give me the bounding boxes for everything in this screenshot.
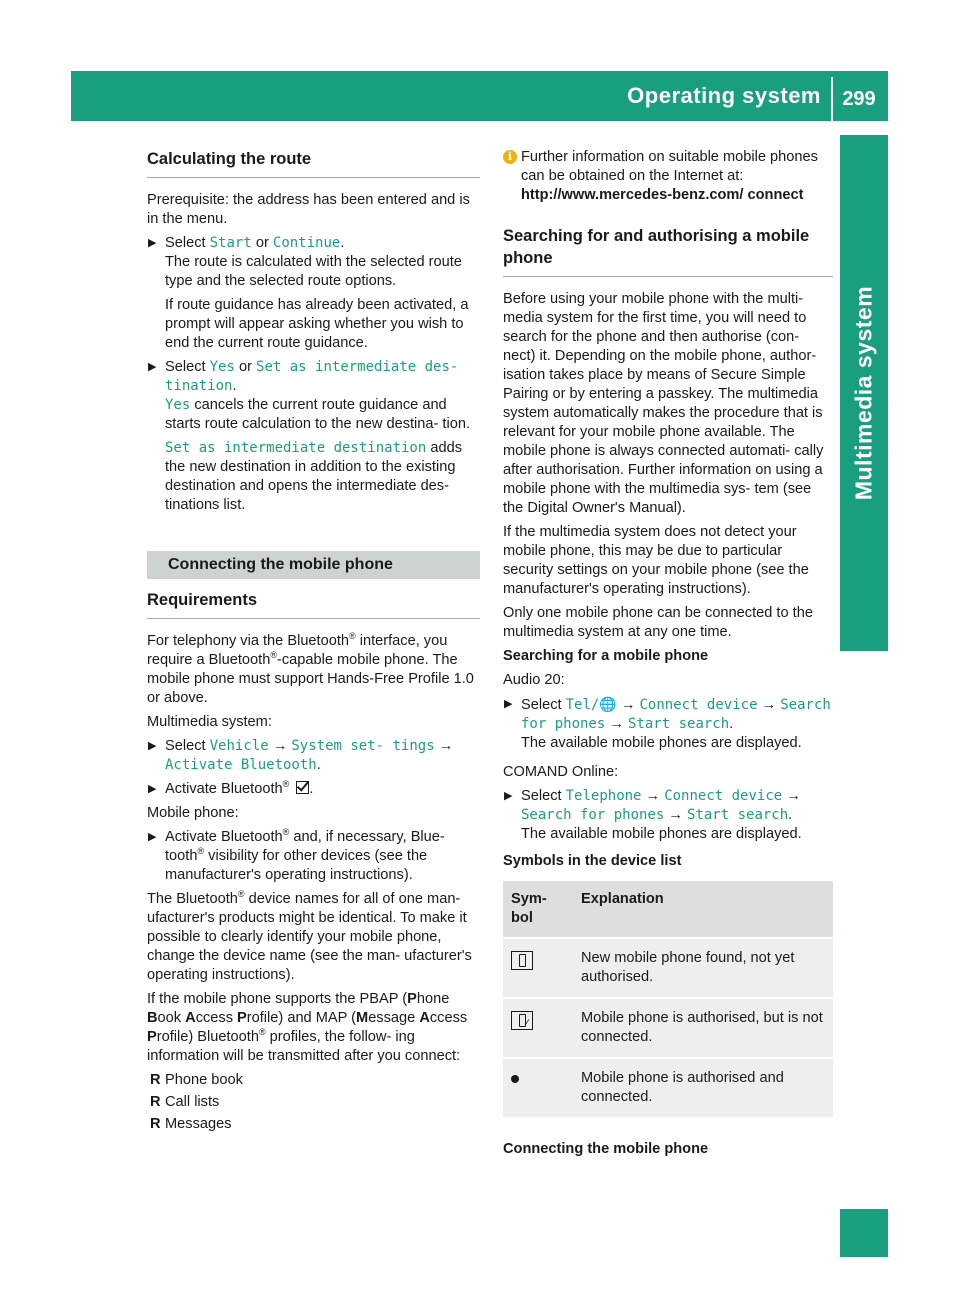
info-text: Further information on suitable mobile phones can be obtained on the Internet at: [521,149,818,184]
search-subheading: Searching for a mobile phone [503,648,709,664]
text: hone [416,991,450,1007]
registered-mark: ® [258,1027,266,1038]
text-bold: B [147,1010,158,1026]
text-bold: A [185,1010,196,1026]
calc-prereq: Prerequisite: the address has been entered and is in the menu. [147,192,470,227]
step-result: The available mobile phones are displayed. [521,735,802,751]
bt-step-2 [147,780,480,799]
step-text: or [238,359,252,375]
menu-item-connect-device: Connect device [664,788,783,804]
header-divider [831,77,833,121]
left-column [147,148,480,1137]
req-paragraph-1 [147,632,480,708]
bullet-icon: R [150,1072,161,1088]
bullet-icon: R [150,1094,161,1110]
registered-mark: ® [197,846,205,857]
right-column [503,148,833,1164]
calc-step-2-note [147,439,480,515]
calc-step-1-note: If route guidance has already been activated, a prompt will appear asking whether you wish to end the current route guidance. [165,297,469,351]
search-paragraph-1: Before using your mobile phone with the multi‐ media system for the first time, you will need to search for the phone and then authorise (con‐ nect) it. Depending on the mobile phone, author‐ isation takes place by means of Secure Simple Pairing or by entering a passkey. The multimedia system automatically makes the procedure that is relevant for your mobile phone available. The mobile phone is always connected automati‐ cally after authorisation. Further information on using a mobile phone with the multimedia sys‐ tem (see the Digital Owner's Manual). [503,291,824,516]
menu-item-start-search: Start search [687,807,789,823]
text-bold: M [356,1010,369,1026]
step-result: cancels the current route guidance and starts route calculation to the new destina‐ tion. [165,397,471,432]
side-tab-label: Multimedia system [850,285,877,501]
step-arrow-icon: ▶ [504,698,513,710]
table-row [503,938,833,998]
menu-item-system-settings: System set‐ tings [291,738,435,754]
text-bold: P [237,1010,247,1026]
menu-item-vehicle: Vehicle [209,738,269,754]
arrow-right-icon: → [761,697,777,713]
multimedia-label: Multimedia system: [147,714,272,730]
table-header-symbol: Sym‐ bol [503,881,573,938]
table-cell-symbol [503,938,573,998]
section-title-connecting: Connecting the mobile phone [147,551,480,579]
arrow-right-icon: → [620,697,636,713]
search-heading: Searching for and authorising a mobile phone [503,227,810,267]
step-text: Activate Bluetooth [165,829,283,845]
req-paragraph-2 [147,890,480,985]
table-cell-symbol [503,998,573,1058]
table-header-explanation: Explanation [573,881,833,938]
info-icon: i [503,150,517,164]
step-text: Select [521,697,562,713]
page-number: 299 [842,88,876,110]
step-text: Select [521,788,562,804]
menu-item-activate-bluetooth: Activate Bluetooth [165,757,317,773]
registered-mark: ® [349,631,356,642]
req-paragraph-3 [147,990,480,1066]
search-heading-rule [503,225,833,277]
connected-dot-icon [511,1075,519,1083]
symbols-table [503,881,833,1117]
arrow-right-icon: → [272,738,288,754]
table-row [503,1058,833,1117]
arrow-right-icon: → [645,788,661,804]
step-text: visibility for other devices (see the manufacturer's operating instructions). [165,848,428,883]
calc-heading: Calculating the route [147,150,312,168]
list-item-text: Call lists [165,1094,220,1110]
text: device names for all of one man‐ ufacturer's products might be identical. To make it possible to clearly identify your mobile phone, change the device name (see the man‐ ufacturer's operating instructions). [147,891,472,983]
menu-item-set-intermediate: Set as intermediate des‐ tination [165,359,459,394]
step-text: . [729,716,734,732]
step-text: or [255,235,269,251]
registered-mark: ® [270,650,277,661]
phone-authorised-icon: ✓ [511,1011,533,1030]
menu-item-set-intermediate: Set as intermediate destination [165,440,427,456]
search-paragraph-2: If the multimedia system does not detect your mobile phone, this may be due to particular security settings on your mobile phone (see the manufacturer's operating instructions). [503,524,809,597]
step-result: The route is calculated with the selected route type and the selected route options. [165,254,462,289]
text: If the mobile phone supports the PBAP ( [147,991,408,1007]
comand-step [503,787,833,844]
menu-item-search-phones: Search for phones [521,697,831,732]
text-bold: P [407,991,417,1007]
step-text: Select [165,235,206,251]
step-text: . [340,235,345,251]
text: essage [368,1010,420,1026]
calc-heading-rule [147,148,480,178]
step-arrow-icon: ▶ [148,831,157,843]
arrow-right-icon: → [438,738,454,754]
requirements-heading: Requirements [147,591,258,609]
symbols-heading: Symbols in the device list [503,853,682,869]
text: ook [157,1010,186,1026]
text: The Bluetooth [147,891,238,907]
menu-item-yes: Yes [165,397,191,413]
text: ccess [429,1010,468,1026]
step-arrow-icon: ▶ [148,237,157,249]
header-title: Operating system [627,83,821,108]
text-bold: A [419,1010,430,1026]
menu-item-search-phones: Search for phones [521,807,665,823]
calc-step-2 [147,358,480,434]
list-item [147,1093,480,1112]
step-result: The available mobile phones are displayed. [521,826,802,842]
registered-mark: ® [237,889,245,900]
text: profiles, the follow‐ ing information will be transmitted after you connect: [147,1029,461,1064]
registered-mark: ® [282,779,290,790]
text: interface, you require a Bluetooth [147,633,448,668]
connect-heading: Connecting the mobile phone [503,1141,709,1157]
table-cell-explanation: Mobile phone is authorised and connected. [573,1058,833,1117]
arrow-right-icon: → [786,788,801,804]
step-arrow-icon: ▶ [504,790,513,802]
text: For telephony via the Bluetooth [147,633,350,649]
calc-step-1 [147,234,480,291]
table-cell-explanation: Mobile phone is authorised, but is not connected. [573,998,833,1058]
audio-step [503,695,833,753]
menu-item-start-search: Start search [628,716,730,732]
registered-mark: ® [282,827,290,838]
phone-new-icon [511,951,533,970]
text: -capable mobile phone. The mobile phone must support Hands-Free Profile 1.0 or above. [147,652,474,706]
table-cell-explanation: New mobile phone found, not yet authorised. [573,938,833,998]
text: rofile) Bluetooth [156,1029,259,1045]
bt-step-1 [147,737,480,775]
menu-item-tel: Tel/ [565,697,600,713]
list-item [147,1071,480,1090]
step-text: . [309,781,314,797]
list-item-text: Messages [165,1116,232,1132]
table-header-row [503,881,833,938]
bt-step-3 [147,828,480,885]
text-bold: P [147,1029,157,1045]
step-text: Select [165,359,206,375]
menu-item-start: Start [209,235,252,251]
checkbox-checked-icon [296,781,309,794]
step-result: adds the new destination in addition to the existing destination and opens the intermediate des‐ tinations list. [165,440,463,513]
menu-item-telephone: Telephone [565,788,642,804]
text: rofile) and MAP ( [246,1010,357,1026]
globe-icon: 🌐 [599,696,617,712]
header-bar [71,71,888,121]
mobile-label: Mobile phone: [147,805,239,821]
menu-item-connect-device: Connect device [639,697,758,713]
list-item-text: Phone book [165,1072,243,1088]
step-text: . [788,807,793,823]
bullet-icon: R [150,1116,161,1132]
step-text: and, if necessary, Blue‐ tooth [165,829,445,864]
side-tab [840,135,888,651]
arrow-right-icon: → [668,807,683,823]
step-arrow-icon: ▶ [148,361,157,373]
search-paragraph-3: Only one mobile phone can be connected to the multimedia system at any one time. [503,605,813,640]
step-text: Activate Bluetooth [165,781,283,797]
step-text: . [316,757,321,773]
text: ccess [195,1010,238,1026]
arrow-right-icon: → [609,716,624,732]
req-heading-rule [147,589,480,619]
table-row [503,998,833,1058]
info-note [503,148,833,205]
step-arrow-icon: ▶ [148,740,157,752]
table-cell-symbol [503,1058,573,1117]
step-text: Select [165,738,206,754]
comand-label: COMAND Online: [503,764,619,780]
audio-label: Audio 20: [503,672,565,688]
menu-item-yes: Yes [209,359,235,375]
menu-item-continue: Continue [272,235,341,251]
info-url: http://www.mercedes-benz.com/ connect [521,187,804,203]
side-marker [840,1209,888,1257]
list-item [147,1115,480,1134]
step-arrow-icon: ▶ [148,783,157,795]
step-text: . [232,378,237,394]
